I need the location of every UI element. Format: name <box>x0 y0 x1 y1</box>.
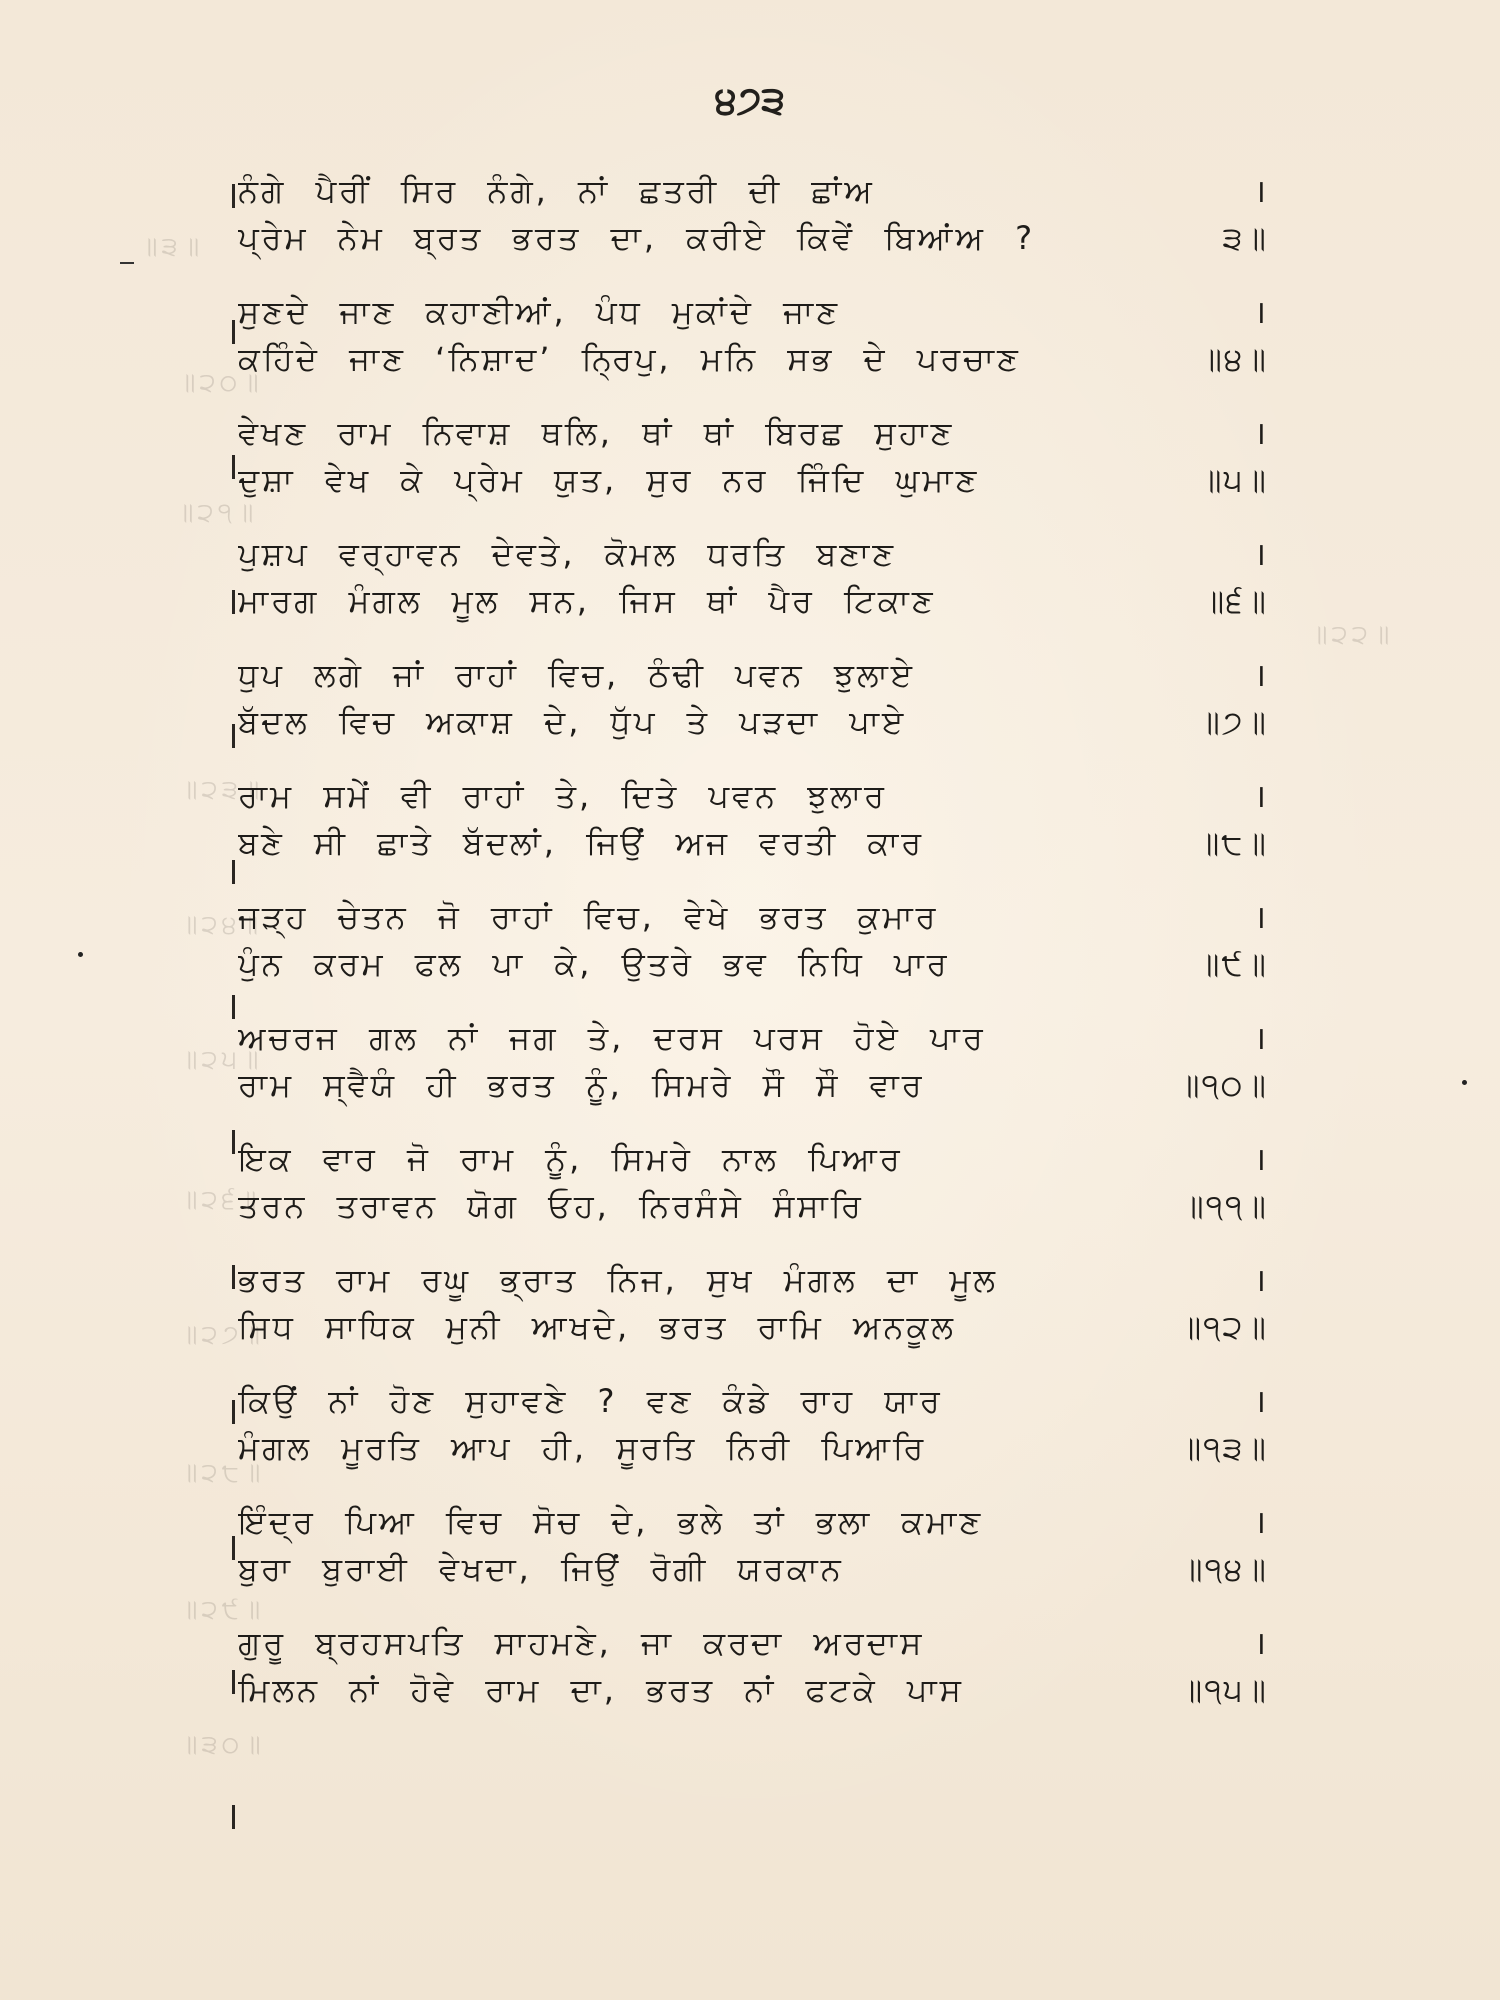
verse-text: ਪੁਸ਼ਪ ਵਰ੍ਹਾਵਨ ਦੇਵਤੇ, ਕੋਮਲ ਧਰਤਿ ਬਣਾਣ <box>238 535 897 573</box>
stanza-margin-tick <box>232 1130 235 1154</box>
verse-line <box>238 1257 1268 1304</box>
verse-number: ॥੬॥ <box>1202 582 1268 620</box>
stanza <box>238 168 1268 262</box>
verse-line <box>238 1499 1268 1546</box>
stanza <box>238 773 1268 867</box>
verse-text: ਅਚਰਜ ਗਲ ਨਾਂ ਜਗ ਤੇ, ਦਰਸ ਪਰਸ ਹੋਏ ਪਾਰ <box>238 1019 986 1057</box>
verse-line <box>238 1136 1268 1183</box>
verse-line <box>238 652 1268 699</box>
verse-text: ਪ੍ਰੇਮ ਨੇਮ ਬ੍ਰਤ ਭਰਤ ਦਾ, ਕਰੀਏ ਕਿਵੇਂ ਬਿਆਂਅ ? <box>238 219 1036 257</box>
stanza-margin-tick <box>232 1265 235 1289</box>
verse-text: ਰਾਮ ਸਮੇਂ ਵੀ ਰਾਹਾਂ ਤੇ, ਦਿਤੇ ਪਵਨ ਝੁਲਾਰ <box>238 777 888 815</box>
verse-body <box>238 168 1268 1741</box>
show-through-mark: ॥੨੩॥ <box>180 775 264 805</box>
show-through-mark: ॥੩॥ <box>140 232 204 262</box>
verse-text: ਦੁਸ਼ਾ ਵੇਖ ਕੇ ਪ੍ਰੇਮ ਯੁਤ, ਸੁਰ ਨਰ ਜਿੰਦਿ ਘੁਮਾਣ <box>238 461 980 499</box>
stanza-margin-tick <box>232 590 235 614</box>
stanza <box>238 289 1268 383</box>
verse-line <box>238 1015 1268 1062</box>
show-through-mark: ॥੨੧॥ <box>176 498 258 528</box>
verse-text: ਕਹਿੰਦੇ ਜਾਣ ‘ਨਿਸ਼ਾਦ’ ਨ੍ਰਿਪੁ, ਮਨਿ ਸਭ ਦੇ ਪਰਚਾਣ <box>238 340 1021 378</box>
verse-line <box>238 1546 1268 1593</box>
verse-end-mark: । <box>1253 293 1268 331</box>
verse-line <box>238 531 1268 578</box>
verse-text: ਬੱਦਲ ਵਿਚ ਅਕਾਸ਼ ਦੇ, ਧੁੱਪ ਤੇ ਪੜਦਾ ਪਾਏ <box>238 703 907 741</box>
verse-end-mark: । <box>1253 1624 1268 1662</box>
verse-line <box>238 1183 1268 1230</box>
verse-line <box>238 1667 1268 1714</box>
verse-line <box>238 820 1268 867</box>
verse-end-mark: । <box>1253 1261 1268 1299</box>
show-through-mark: ॥੨੨॥ <box>1310 620 1394 650</box>
verse-number: ॥੯॥ <box>1197 945 1268 983</box>
verse-text: ਇਕ ਵਾਰ ਜੋ ਰਾਮ ਨੂੰ, ਸਿਮਰੇ ਨਾਲ ਪਿਆਰ <box>238 1140 903 1178</box>
show-through-mark: ॥੨੦॥ <box>178 368 263 398</box>
verse-text: ਜੜ੍ਹ ਚੇਤਨ ਜੋ ਰਾਹਾਂ ਵਿਚ, ਵੇਖੇ ਭਰਤ ਕੁਮਾਰ <box>238 898 939 936</box>
verse-text: ਸੁਣਦੇ ਜਾਣ ਕਹਾਣੀਆਂ, ਪੰਧ ਮੁਕਾਂਦੇ ਜਾਣ <box>238 293 841 331</box>
stanza-margin-tick <box>232 1670 235 1694</box>
stanza <box>238 410 1268 504</box>
verse-text: ਰਾਮ ਸ੍ਵੈਯੰ ਹੀ ਭਰਤ ਨੂੰ, ਸਿਮਰੇ ਸੌ ਸੌ ਵਾਰ <box>238 1066 925 1104</box>
stanza <box>238 1136 1268 1230</box>
show-through-mark: ॥੩੦॥ <box>180 1730 265 1760</box>
verse-line <box>238 410 1268 457</box>
verse-line <box>238 336 1268 383</box>
verse-number: ॥੧੩॥ <box>1179 1429 1268 1467</box>
verse-text: ਤਰਨ ਤਰਾਵਨ ਯੋਗ ਓਹ, ਨਿਰਸੰਸੇ ਸੰਸਾਰਿ <box>238 1187 864 1225</box>
verse-text: ਬਣੇ ਸੀ ਛਾਤੇ ਬੱਦਲਾਂ, ਜਿਉਂ ਅਜ ਵਰਤੀ ਕਾਰ <box>238 824 925 862</box>
stanza <box>238 894 1268 988</box>
stanza-margin-tick <box>232 724 235 748</box>
margin-dot <box>1462 1080 1467 1085</box>
verse-number: ੩॥ <box>1222 219 1268 257</box>
verse-number: ॥੪॥ <box>1200 340 1268 378</box>
verse-line <box>238 289 1268 336</box>
verse-line <box>238 215 1268 262</box>
verse-end-mark: । <box>1253 535 1268 573</box>
verse-line <box>238 699 1268 746</box>
verse-end-mark: । <box>1253 1140 1268 1178</box>
stanza <box>238 1378 1268 1472</box>
verse-text: ਭਰਤ ਰਾਮ ਰਘੂ ਭ੍ਰਾਤ ਨਿਜ, ਸੁਖ ਮੰਗਲ ਦਾ ਮੂਲ <box>238 1261 999 1299</box>
verse-line <box>238 168 1268 215</box>
stanza-margin-tick <box>232 184 235 208</box>
verse-number: ॥੧੪॥ <box>1181 1550 1268 1588</box>
verse-end-mark: । <box>1253 1503 1268 1541</box>
stanza-margin-tick <box>232 1536 235 1560</box>
verse-line <box>238 941 1268 988</box>
verse-number: ॥੧੦॥ <box>1177 1066 1268 1104</box>
verse-text: ਵੇਖਣ ਰਾਮ ਨਿਵਾਸ਼ ਥਲਿ, ਥਾਂ ਥਾਂ ਬਿਰਛ ਸੁਹਾਣ <box>238 414 955 452</box>
verse-line <box>238 1378 1268 1425</box>
verse-text: ਨੰਗੇ ਪੈਰੀਂ ਸਿਰ ਨੰਗੇ, ਨਾਂ ਛਤਰੀ ਦੀ ਛਾਂਅ <box>238 172 875 210</box>
verse-end-mark: । <box>1253 172 1268 210</box>
verse-line <box>238 1425 1268 1472</box>
verse-text: ਧੁਪ ਲਗੇ ਜਾਂ ਰਾਹਾਂ ਵਿਚ, ਠੰਢੀ ਪਵਨ ਝੁਲਾਏ <box>238 656 916 694</box>
stanza-margin-tick <box>232 1400 235 1424</box>
verse-line <box>238 1304 1268 1351</box>
verse-text: ਮਾਰਗ ਮੰਗਲ ਮੂਲ ਸਨ, ਜਿਸ ਥਾਂ ਪੈਰ ਟਿਕਾਣ <box>238 582 936 620</box>
verse-text: ਇੰਦ੍ਰ ਪਿਆ ਵਿਚ ਸੋਚ ਦੇ, ਭਲੇ ਤਾਂ ਭਲਾ ਕਮਾਣ <box>238 1503 984 1541</box>
verse-number: ॥੭॥ <box>1198 703 1268 741</box>
show-through-mark: ॥੨੭॥ <box>180 1320 264 1350</box>
verse-number: ॥੧੫॥ <box>1180 1671 1268 1709</box>
stanza <box>238 1015 1268 1109</box>
verse-line <box>238 894 1268 941</box>
verse-text: ਬੁਰਾ ਬੁਰਾਈ ਵੇਖਦਾ, ਜਿਉਂ ਰੋਗੀ ਯਰਕਾਨ <box>238 1550 844 1588</box>
verse-number: ॥੧੧॥ <box>1182 1187 1268 1225</box>
show-through-mark: ॥੨੪॥ <box>180 910 263 940</box>
verse-end-mark: । <box>1253 414 1268 452</box>
stanza <box>238 1257 1268 1351</box>
verse-line <box>238 773 1268 820</box>
verse-end-mark: । <box>1253 777 1268 815</box>
stanza <box>238 531 1268 625</box>
stanza-margin-tick <box>232 860 235 884</box>
stanza-margin-tick <box>232 455 235 479</box>
verse-text: ਗੁਰੂ ਬ੍ਰਹਸਪਤਿ ਸਾਹਮਣੇ, ਜਾ ਕਰਦਾ ਅਰਦਾਸ <box>238 1624 925 1662</box>
verse-end-mark: । <box>1253 1019 1268 1057</box>
verse-number: ॥੮॥ <box>1197 824 1268 862</box>
verse-text: ਕਿਉਂ ਨਾਂ ਹੋਣ ਸੁਹਾਵਣੇ ? ਵਣ ਕੰਡੇ ਰਾਹ ਯਾਰ <box>238 1382 943 1420</box>
show-through-mark: ॥੨੯॥ <box>180 1595 265 1625</box>
verse-number: ॥੫॥ <box>1200 461 1268 499</box>
verse-text: ਮੰਗਲ ਮੂਰਤਿ ਆਪ ਹੀ, ਸੂਰਤਿ ਨਿਰੀ ਪਿਆਰਿ <box>238 1429 927 1467</box>
show-through-mark: ॥੨੫॥ <box>180 1045 263 1075</box>
show-through-mark: ॥੨੮॥ <box>180 1458 265 1488</box>
verse-line <box>238 1062 1268 1109</box>
verse-line <box>238 457 1268 504</box>
verse-number: ॥੧੨॥ <box>1179 1308 1268 1346</box>
verse-end-mark: । <box>1253 1382 1268 1420</box>
margin-dot <box>78 952 83 957</box>
margin-dash <box>120 262 134 264</box>
verse-text: ਸਿਧ ਸਾਧਿਕ ਮੁਨੀ ਆਖਦੇ, ਭਰਤ ਰਾਮਿ ਅਨਕੂਲ <box>238 1308 956 1346</box>
stanza <box>238 1499 1268 1593</box>
stanza <box>238 1620 1268 1714</box>
verse-text: ਮਿਲਨ ਨਾਂ ਹੋਵੇ ਰਾਮ ਦਾ, ਭਰਤ ਨਾਂ ਫਟਕੇ ਪਾਸ <box>238 1671 964 1709</box>
stanza <box>238 652 1268 746</box>
verse-text: ਪੁੰਨ ਕਰਮ ਫਲ ਪਾ ਕੇ, ਉਤਰੇ ਭਵ ਨਿਧਿ ਪਾਰ <box>238 945 950 983</box>
show-through-mark: ॥੨੬॥ <box>180 1185 261 1215</box>
verse-end-mark: । <box>1253 656 1268 694</box>
stanza-margin-tick <box>232 1805 235 1829</box>
page-number: ੪੭੩ <box>714 78 786 122</box>
verse-line <box>238 578 1268 625</box>
verse-end-mark: । <box>1253 898 1268 936</box>
stanza-margin-tick <box>232 995 235 1019</box>
verse-line <box>238 1620 1268 1667</box>
stanza-margin-tick <box>232 320 235 344</box>
